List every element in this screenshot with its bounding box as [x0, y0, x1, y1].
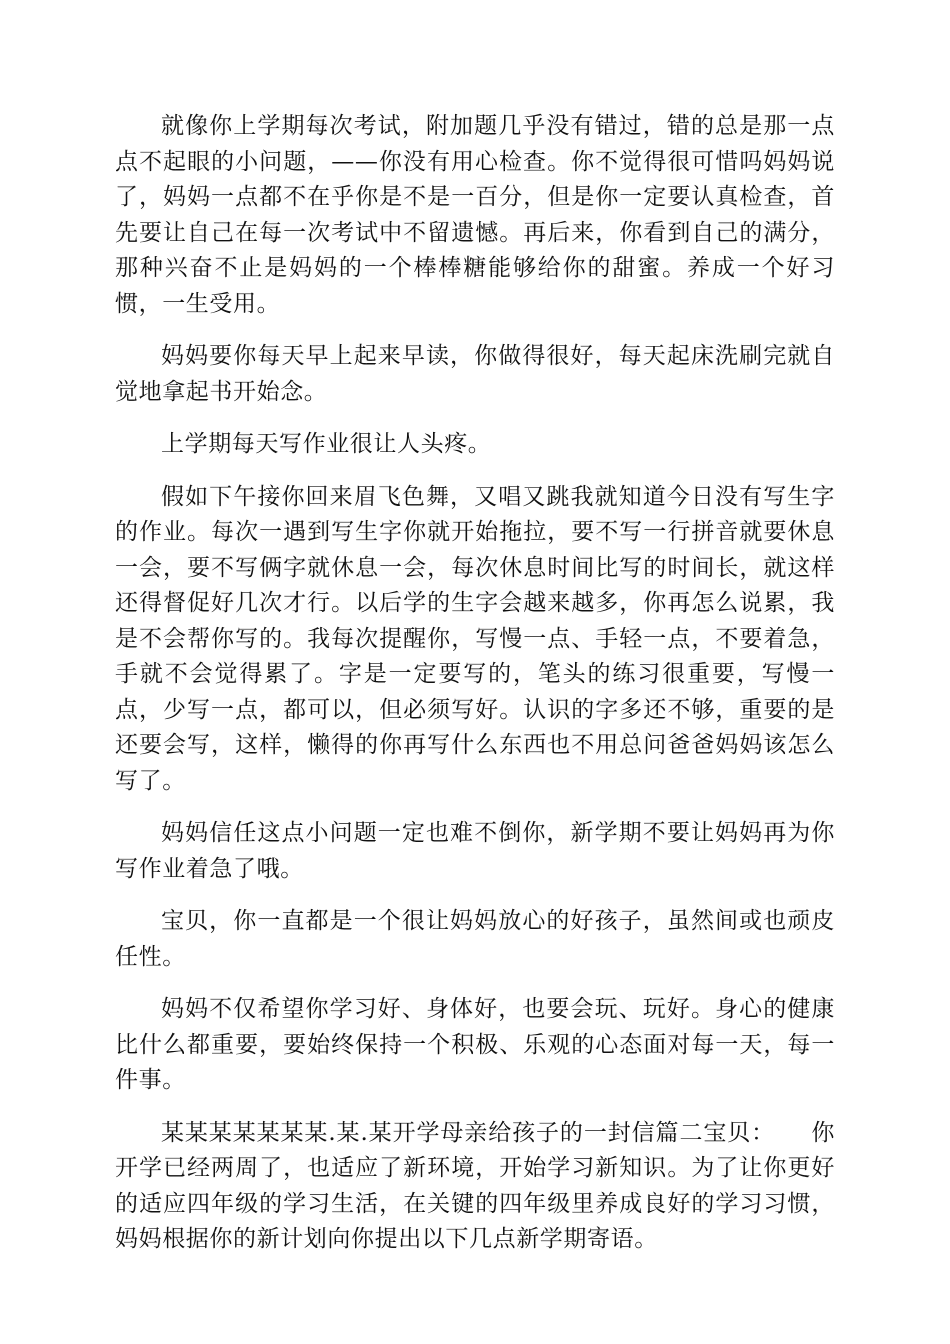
paragraph-health: 妈妈不仅希望你学习好、身体好，也要会玩、玩好。身心的健康比什么都重要，要始终保持一个积极、乐观的心态面对每一天，每一件事。	[115, 996, 835, 1093]
paragraph-trust: 妈妈信任这点小问题一定也难不倒你，新学期不要让妈妈再为你写作业着急了哦。	[115, 820, 835, 882]
paragraph-morning-reading: 妈妈要你每天早上起来早读，你做得很好，每天起床洗刷完就自觉地拿起书开始念。	[115, 343, 835, 405]
paragraph-good-child: 宝贝，你一直都是一个很让妈妈放心的好孩子，虽然间或也顽皮任性。	[115, 908, 835, 970]
paragraph-writing-characters: 假如下午接你回来眉飞色舞，又唱又跳我就知道今日没有写生字的作业。每次一遇到写生字你就开始拖拉，要不写一行拼音就要休息一会，要不写俩字就休息一会，每次休息时间比写的时间长，就这样还得督促好几次才行。以后学的生字会越来越多，你再怎么说累，我是不会帮你写的。我每次提醒你，写慢一点、手轻一点，不要着急，手就不会觉得累了。字是一定要写的，笔头的练习很重要，写慢一点，少写一点，都可以，但必须写好。认识的字多还不够，重要的是还要会写，这样，懒得的你再写什么东西也不用总问爸爸妈妈该怎么写了。	[115, 483, 835, 794]
paragraph-exam-check: 就像你上学期每次考试，附加题几乎没有错过，错的总是那一点点不起眼的小问题，——你没有用心检查。你不觉得很可惜吗妈妈说了，妈妈一点都不在乎你是不是一百分，但是你一定要认真检查，首先要让自己在每一次考试中不留遗憾。再后来，你看到自己的满分，那种兴奋不止是妈妈的一个棒棒糖能够给你的甜蜜。养成一个好习惯，一生受用。	[115, 113, 835, 317]
paragraph-letter-two: 某某某某某某某.某.某开学母亲给孩子的一封信篇二宝贝： 你开学已经两周了，也适应了新环境，开始学习新知识。为了让你更好的适应四年级的学习生活，在关键的四年级里养成良好的学习习惯，妈妈根据你的新计划向你提出以下几点新学期寄语。	[115, 1119, 835, 1252]
document-body	[115, 109, 835, 1275]
paragraph-homework-headache: 上学期每天写作业很让人头疼。	[161, 431, 492, 457]
